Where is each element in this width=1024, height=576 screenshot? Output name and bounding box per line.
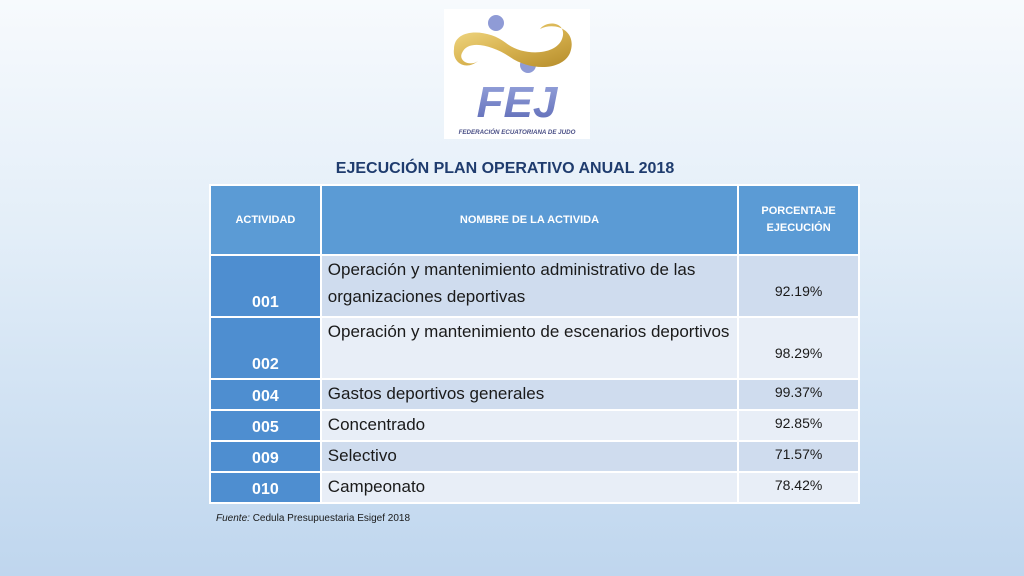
activity-code: 005 — [210, 410, 321, 441]
activity-name: Operación y mantenimiento de escenarios deportivos — [321, 317, 738, 379]
activity-name: Campeonato — [321, 472, 738, 503]
activity-code: 010 — [210, 472, 321, 503]
table-row — [210, 255, 859, 317]
table-row — [210, 317, 859, 379]
header-percent-line2: EJECUCIÓN — [766, 222, 831, 234]
activity-code: 009 — [210, 441, 321, 472]
source-text: Cedula Presupuestaria Esigef 2018 — [249, 513, 411, 524]
header-activity: ACTIVIDAD — [210, 185, 321, 255]
table-header-row — [210, 185, 859, 255]
logo-letters: FEJ — [476, 78, 558, 127]
execution-percent: 92.85% — [738, 410, 859, 441]
source-label: Fuente: — [216, 513, 250, 524]
logo-subtitle: FEDERACIÓN ECUATORIANA DE JUDO — [458, 129, 576, 136]
page-title: EJECUCIÓN PLAN OPERATIVO ANUAL 2018 — [335, 160, 675, 177]
activity-code: 002 — [210, 317, 321, 379]
activity-name: Operación y mantenimiento administrativo de las organizaciones deportivas — [321, 255, 738, 317]
source-note — [216, 513, 410, 524]
table-row — [210, 410, 859, 441]
execution-percent: 78.42% — [738, 472, 859, 503]
table-row — [210, 441, 859, 472]
header-activity-name: NOMBRE DE LA ACTIVIDA — [321, 185, 738, 255]
activity-code: 004 — [210, 379, 321, 410]
fej-logo-graphic — [444, 9, 590, 139]
activity-name: Selectivo — [321, 441, 738, 472]
table-row — [210, 379, 859, 410]
header-execution-percent — [738, 185, 859, 255]
header-percent-line1: PORCENTAJE — [761, 205, 836, 217]
execution-percent: 71.57% — [738, 441, 859, 472]
fej-logo — [444, 9, 590, 139]
execution-percent: 98.29% — [738, 317, 859, 379]
table-row — [210, 472, 859, 503]
activity-name: Gastos deportivos generales — [321, 379, 738, 410]
execution-percent: 99.37% — [738, 379, 859, 410]
activity-name: Concentrado — [321, 410, 738, 441]
activity-code: 001 — [210, 255, 321, 317]
operative-plan-table — [209, 184, 860, 504]
execution-percent: 92.19% — [738, 255, 859, 317]
